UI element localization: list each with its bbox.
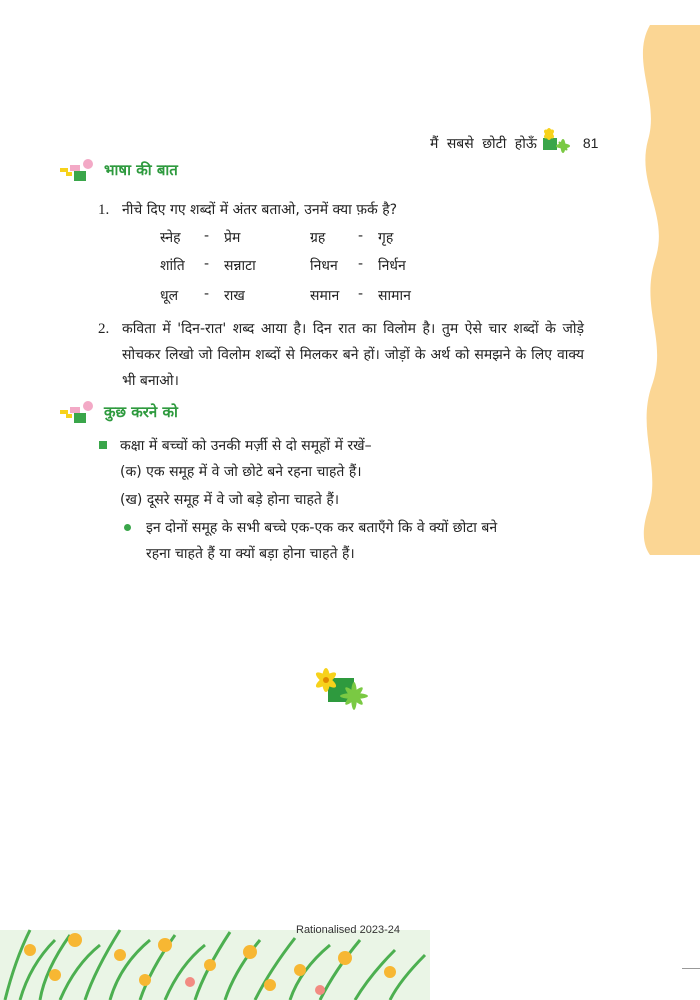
section-heading-language xyxy=(58,158,178,182)
question-1 xyxy=(98,197,598,227)
word: ग्रह xyxy=(310,230,326,246)
page-edge-line xyxy=(682,968,700,969)
question-number: 2. xyxy=(98,321,110,337)
footer-text: Rationalised 2023-24 xyxy=(296,924,400,936)
activity-point-line-1: इन दोनों समूह के सभी बच्चे एक-एक कर बताएँगे कि वे क्यों छोटा बने xyxy=(146,520,498,536)
word: निधन xyxy=(310,258,338,274)
activity-sub-a: (क) एक समूह में वे जो छोटे बने रहना चाहते हैं। xyxy=(120,464,362,480)
section-heading-activity xyxy=(58,400,178,424)
flower-decoration-icon xyxy=(58,158,100,182)
word: निर्धन xyxy=(378,258,406,274)
flower-icon xyxy=(539,128,573,158)
dash: - xyxy=(358,286,364,302)
running-header xyxy=(430,128,598,158)
question-2 xyxy=(98,316,598,396)
word: सन्नाटा xyxy=(224,258,256,274)
word: स्नेह xyxy=(160,230,181,246)
dash: - xyxy=(204,256,210,272)
word: धूल xyxy=(160,288,179,304)
word: समान xyxy=(310,288,340,304)
page-number: 81 xyxy=(582,135,599,151)
square-bullet-icon xyxy=(99,441,107,449)
dash: - xyxy=(204,228,210,244)
word: शांति xyxy=(160,258,185,274)
chapter-title: मैं सबसे छोटी होऊँ xyxy=(430,135,537,152)
activity-point-line-2: रहना चाहते हैं या क्यों बड़ा होना चाहते हैं। xyxy=(146,546,355,562)
dot-bullet-icon xyxy=(124,524,131,531)
word: सामान xyxy=(378,288,411,304)
word: प्रेम xyxy=(224,230,241,246)
section-title: भाषा की बात xyxy=(104,161,178,179)
flower-decoration-icon xyxy=(58,400,100,424)
dash: - xyxy=(358,228,364,244)
dash: - xyxy=(358,256,364,272)
question-text: कविता में 'दिन-रात' शब्द आया है। दिन रात का विलोम है। तुम ऐसे चार शब्दों के जोड़े सोचकर लिखो जो विलोम शब्दों से मिलकर बने हों। जोड़ों के अर्थ को समझने के लिए वाक्य भी बनाओ। xyxy=(122,321,584,389)
activity-item: कक्षा में बच्चों को उनकी मर्ज़ी से दो समूहों में रखें– xyxy=(120,438,372,454)
question-number: 1. xyxy=(98,202,110,218)
activity-sub-b: (ख) दूसरे समूह में वे जो बड़े होना चाहते हैं। xyxy=(120,492,340,508)
question-text: नीचे दिए गए शब्दों में अंतर बताओ, उनमें क्या फ़र्क है? xyxy=(122,202,398,218)
dash: - xyxy=(204,286,210,302)
word: गृह xyxy=(378,230,394,246)
word: राख xyxy=(224,288,245,304)
section-title: कुछ करने को xyxy=(104,403,178,421)
flower-icon xyxy=(308,664,374,716)
